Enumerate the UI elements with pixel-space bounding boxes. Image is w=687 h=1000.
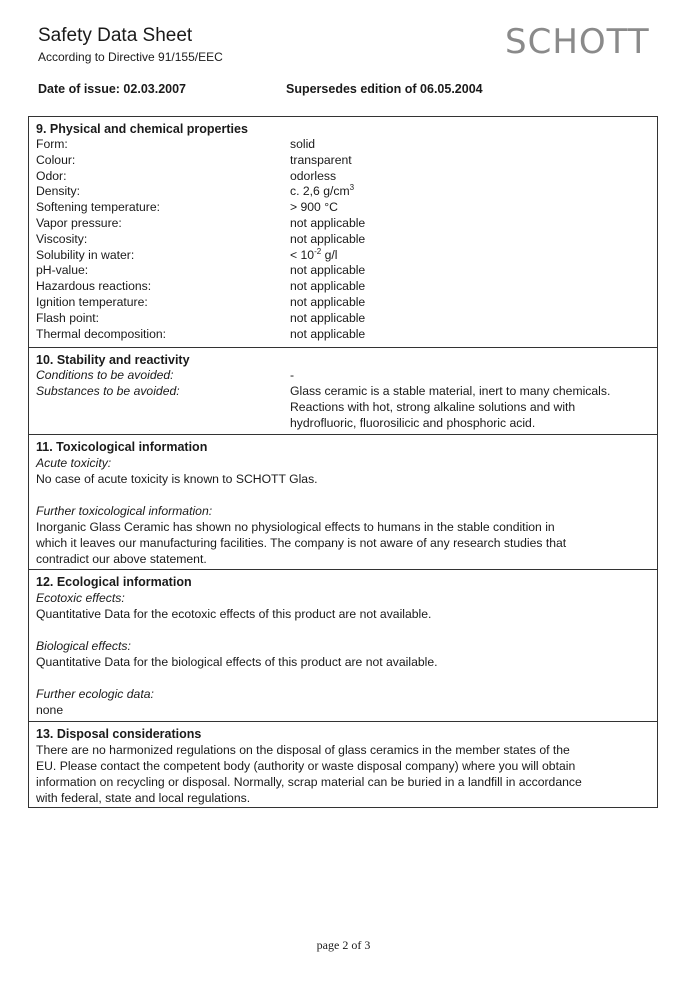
section-heading: 9. Physical and chemical properties [36, 122, 248, 136]
text-line: Inorganic Glass Ceramic has shown no physiological effects to humans in the stable condition in [36, 520, 555, 534]
value-text: not applicable [290, 263, 366, 278]
text-line: which it leaves our manufacturing facilities. The company is not aware of any research studies that [36, 536, 567, 550]
property-label: Odor: [36, 168, 67, 183]
text-line: Reactions with hot, strong alkaline solutions and with [290, 399, 576, 414]
value-unit: g/l [321, 247, 338, 262]
section-heading: 12. Ecological information [36, 575, 192, 589]
acute-toxicity-text: No case of acute toxicity is known to SCHOTT Glas. [36, 472, 318, 486]
disposal-text [36, 742, 649, 806]
property-value [290, 169, 336, 185]
acute-toxicity-label: Acute toxicity: [36, 456, 112, 470]
value-text: transparent [290, 152, 352, 167]
property-value [290, 137, 315, 153]
ecotoxic-label: Ecotoxic effects: [36, 591, 125, 605]
section-physical-chemical [29, 117, 657, 348]
section-disposal [29, 722, 657, 808]
date-of-issue: Date of issue: 02.03.2007 [38, 82, 186, 96]
substances-value [290, 384, 610, 431]
property-label: Form: [36, 137, 68, 151]
property-value [290, 311, 365, 327]
section-heading: 13. Disposal considerations [36, 727, 202, 741]
property-value [290, 263, 365, 279]
page-number: page 2 of 3 [316, 938, 371, 952]
property-label: Density: [36, 184, 81, 199]
property-label: Viscosity: [36, 231, 88, 246]
biological-text: Quantitative Data for the biological effects of this product are not available. [36, 655, 438, 669]
text-line: There are no harmonized regulations on the disposal of glass ceramics in the member states of the [36, 743, 570, 757]
property-label: Flash point: [36, 310, 100, 325]
section-ecological [29, 570, 657, 722]
further-eco-label: Further ecologic data: [36, 687, 154, 701]
value-text: not applicable [290, 295, 366, 309]
value-text: c. 2,6 g/cm [290, 184, 350, 199]
property-value [290, 295, 365, 311]
property-label: pH-value: [36, 263, 89, 278]
text-line: with federal, state and local regulations. [36, 791, 251, 805]
property-value [290, 200, 338, 216]
superscript: 3 [349, 183, 355, 193]
text-line: information on recycling or disposal. Normally, scrap material can be buried in a landfill in accordance [36, 775, 582, 789]
value-text: not applicable [290, 326, 366, 341]
conditions-label: Conditions to be avoided: [36, 368, 174, 382]
property-label: Vapor pressure: [36, 216, 122, 230]
property-label: Thermal decomposition: [36, 326, 167, 341]
text-line: contradict our above statement. [36, 552, 207, 566]
property-value [290, 216, 365, 232]
property-label: Softening temperature: [36, 200, 160, 215]
schott-logo: SCHOTT [505, 22, 650, 62]
section-toxicological [29, 435, 657, 570]
property-label: Colour: [36, 152, 76, 167]
value-text: < 10 [290, 247, 315, 262]
property-value [290, 232, 365, 248]
value-text: not applicable [290, 279, 366, 294]
value-text: not applicable [290, 216, 366, 230]
property-label: Hazardous reactions: [36, 279, 152, 294]
value-text: not applicable [290, 310, 366, 325]
document-subtitle: According to Directive 91/155/EEC [38, 50, 223, 64]
value-text: not applicable [290, 231, 366, 246]
supersedes-edition: Supersedes edition of 06.05.2004 [286, 82, 483, 96]
further-tox-label: Further toxicological information: [36, 504, 213, 518]
sds-sections-box [28, 116, 658, 808]
text-line: hydrofluoric, fluorosilicic and phosphoric acid. [290, 415, 536, 430]
value-text: > 900 °C [290, 200, 338, 215]
document-title: Safety Data Sheet [38, 25, 193, 46]
property-value [290, 153, 352, 169]
text-line: EU. Please contact the competent body (authority or waste disposal company) where you will obtain [36, 759, 576, 773]
further-eco-text: none [36, 703, 64, 717]
superscript: -2 [314, 246, 322, 256]
value-text: solid [290, 137, 316, 151]
section-stability [29, 348, 657, 435]
property-value [290, 248, 337, 264]
section-heading: 11. Toxicological information [36, 440, 208, 454]
property-value [290, 279, 365, 295]
property-value [290, 327, 365, 343]
text-line: Glass ceramic is a stable material, inert to many chemicals. [290, 384, 611, 398]
section-heading: 10. Stability and reactivity [36, 353, 190, 367]
ecotoxic-text: Quantitative Data for the ecotoxic effects of this product are not available. [36, 607, 432, 621]
conditions-value: - [290, 368, 295, 382]
value-text: odorless [290, 168, 337, 183]
substances-label: Substances to be avoided: [36, 384, 180, 398]
further-tox-text [36, 519, 649, 567]
property-value [290, 184, 354, 200]
property-label: Solubility in water: [36, 247, 135, 262]
biological-label: Biological effects: [36, 639, 131, 653]
property-label: Ignition temperature: [36, 295, 148, 309]
